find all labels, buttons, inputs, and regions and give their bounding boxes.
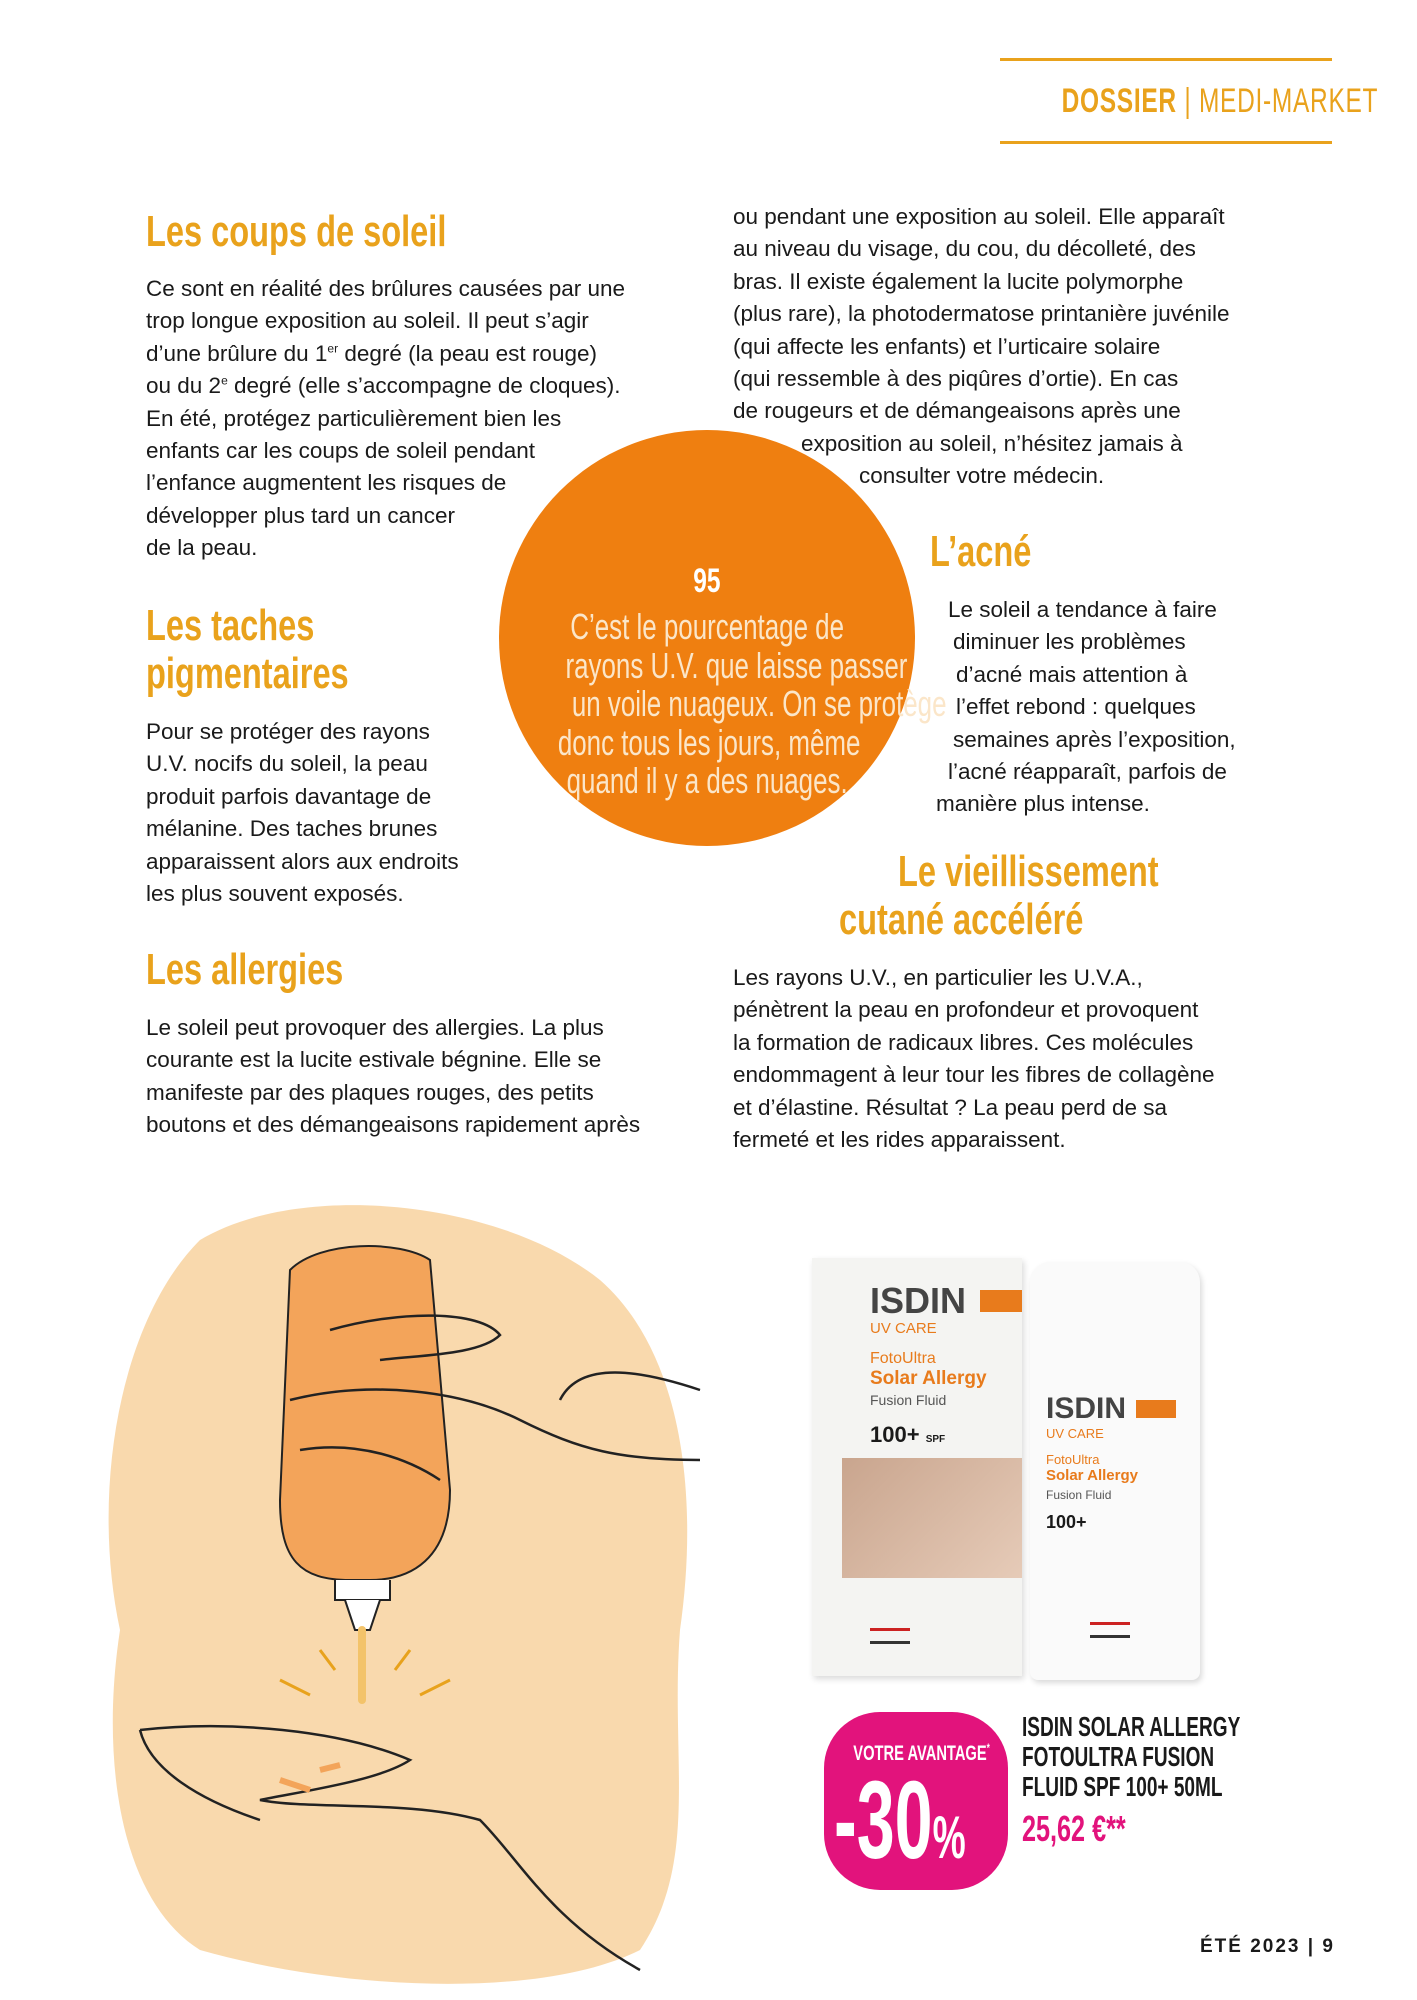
bottle-name: Solar Allergy: [1046, 1467, 1138, 1484]
text-fragment: degré (elle s’accompagne de cloques).: [227, 373, 621, 399]
title-line: FOTOULTRA FUSION: [1022, 1741, 1215, 1772]
bottle-brand: ISDIN: [1046, 1392, 1127, 1425]
paragraph-taches: [146, 716, 459, 910]
text-line: l’acné réapparaît, parfois de: [948, 759, 1227, 785]
text-line: C’est le pourcentage de: [570, 606, 844, 647]
bottle-range: FotoUltra: [1046, 1452, 1100, 1467]
text-line: En été, protégez particulièrement bien les: [146, 405, 562, 431]
title-line: FLUID SPF 100+ 50ML: [1022, 1771, 1223, 1802]
text-line: manière plus intense.: [936, 791, 1150, 817]
paragraph-acne: [936, 594, 1236, 821]
bottle-spf: 100+: [1046, 1512, 1087, 1532]
text-line: l’effet rebond : quelques: [956, 694, 1196, 720]
text-line: semaines après l’exposition,: [953, 726, 1236, 752]
text-line: enfants car les coups de soleil pendant: [146, 438, 536, 464]
text-line: [146, 338, 625, 370]
text-line: Le soleil peut provoquer des allergies. La plus: [146, 1015, 604, 1040]
text-line: U.V. nocifs du soleil, la peau: [146, 751, 428, 777]
page-number: 9: [1322, 1936, 1335, 1957]
paragraph-allergies-continued: [733, 201, 1230, 493]
discount-badge: [824, 1712, 1008, 1890]
header-section: DOSSIER: [1061, 82, 1177, 120]
text-line: trop longue exposition au soleil. Il peut s’agir: [146, 308, 589, 334]
text-line: diminuer les problèmes: [953, 629, 1186, 655]
product-bottle: [1030, 1262, 1200, 1680]
header-rule-top: [1000, 58, 1332, 61]
text-line: Le soleil a tendance à faire: [948, 597, 1217, 622]
heading-vieillissement-2: cutané accéléré: [839, 895, 1084, 944]
box-line: UV CARE: [870, 1320, 937, 1337]
brand-stripe: [1136, 1400, 1176, 1418]
text-line: l’enfance augmentent les risques de: [146, 470, 507, 496]
text-line: courante est la lucite estivale bégnine. Elle se: [146, 1047, 602, 1073]
box-spf: [870, 1422, 945, 1448]
product-price: 25,62 €**: [1022, 1808, 1126, 1849]
stat-caption: [499, 606, 947, 801]
bottle-format: Fusion Fluid: [1046, 1488, 1112, 1502]
page-footer: [1200, 1936, 1335, 1958]
title-line: ISDIN SOLAR ALLERGY: [1022, 1711, 1241, 1742]
discount-value: -30: [834, 1759, 933, 1882]
text-line: manifeste par des plaques rouges, des petits: [146, 1079, 594, 1105]
text-line: apparaissent alors aux endroits: [146, 848, 459, 874]
heading-coups-de-soleil: Les coups de soleil: [146, 207, 447, 256]
badge-footnote-mark: *: [986, 1741, 990, 1755]
text-line: consulter votre médecin.: [859, 463, 1105, 489]
text-fragment: degré (la peau est rouge): [338, 340, 597, 366]
text-line: (qui ressemble à des piqûres d’ortie). En cas: [733, 366, 1179, 392]
header-brand: MEDI-MARKET: [1198, 82, 1379, 120]
text-line: [146, 370, 625, 402]
text-line: la formation de radicaux libres. Ces molécules: [733, 1029, 1194, 1055]
text-line: Pour se protéger des rayons: [146, 719, 430, 744]
badge-discount: [834, 1759, 966, 1890]
stat-number: 95: [693, 562, 721, 600]
text-line: Ce sont en réalité des brûlures causées par une: [146, 276, 626, 301]
bottle-line: UV CARE: [1046, 1426, 1104, 1441]
box-format: Fusion Fluid: [870, 1392, 947, 1408]
brand-stripe: [980, 1290, 1022, 1312]
text-line: endommagent à leur tour les fibres de collagène: [733, 1062, 1215, 1088]
text-line: (plus rare), la photodermatose printanière juvénile: [733, 301, 1230, 327]
header-rule-bottom: [1000, 141, 1332, 144]
badge-label-text: VOTRE AVANTAGE: [853, 1742, 987, 1765]
spf-value: 100+: [870, 1422, 920, 1447]
superscript: er: [327, 341, 339, 356]
text-fragment: d’une brûlure du 1: [146, 340, 328, 366]
text-line: mélanine. Des taches brunes: [146, 816, 438, 842]
bottle-logo-mark: [1090, 1622, 1130, 1638]
text-line: les plus souvent exposés.: [146, 881, 404, 907]
text-line: d’acné mais attention à: [956, 661, 1188, 687]
text-line: ou pendant une exposition au soleil. Elle apparaît: [733, 204, 1225, 229]
box-name: Solar Allergy: [870, 1368, 987, 1389]
text-line: fermeté et les rides apparaissent.: [733, 1127, 1066, 1153]
header-separator: |: [1184, 82, 1192, 120]
text-line: de rougeurs et de démangeaisons après une: [733, 398, 1181, 424]
box-range: FotoUltra: [870, 1350, 936, 1367]
text-line: Les rayons U.V., en particulier les U.V.A.,: [733, 965, 1143, 990]
product-title: [1022, 1712, 1240, 1802]
paragraph-vieillissement: [733, 962, 1215, 1156]
superscript: e: [221, 373, 228, 388]
text-line: de la peau.: [146, 535, 258, 561]
stat-value: [499, 562, 915, 601]
heading-taches-1: Les taches: [146, 601, 315, 650]
heading-acne: L’acné: [930, 527, 1032, 576]
footer-separator: |: [1307, 1936, 1316, 1957]
section-header: [1000, 82, 1379, 121]
text-fragment: ou du 2: [146, 373, 222, 399]
text-line: pénètrent la peau en profondeur et provoquent: [733, 997, 1199, 1023]
paragraph-allergies: [146, 1012, 640, 1142]
text-line: bras. Il existe également la lucite polymorphe: [733, 268, 1184, 294]
skin-photo: [842, 1458, 1022, 1578]
stat-circle: [499, 430, 947, 846]
sunscreen-hands-illustration: [80, 1160, 740, 2000]
heading-allergies: Les allergies: [146, 945, 344, 994]
text-line: rayons U.V. que laisse passer: [565, 644, 908, 686]
heading-taches-2: pigmentaires: [146, 649, 349, 698]
text-line: boutons et des démangeaisons rapidement après: [146, 1112, 641, 1138]
text-line: au niveau du visage, du cou, du décolleté, des: [733, 236, 1196, 262]
product-box: [812, 1258, 1022, 1676]
text-line: (qui affecte les enfants) et l’urticaire solaire: [733, 333, 1161, 359]
text-line: exposition au soleil, n’hésitez jamais à: [801, 430, 1183, 456]
box-logo-mark: [870, 1628, 910, 1644]
text-line: un voile nuageux. On se protège: [571, 683, 947, 724]
text-line: et d’élastine. Résultat ? La peau perd de sa: [733, 1094, 1168, 1120]
heading-vieillissement-1: Le vieillissement: [898, 847, 1159, 896]
text-line: donc tous les jours, même: [557, 721, 861, 763]
discount-percent: %: [932, 1804, 966, 1871]
box-brand: ISDIN: [870, 1280, 967, 1321]
spf-label: SPF: [925, 1434, 946, 1445]
footer-season: ÉTÉ 2023: [1200, 1936, 1301, 1957]
text-line: développer plus tard un cancer: [146, 502, 455, 528]
text-line: produit parfois davantage de: [146, 783, 432, 809]
text-line: quand il y a des nuages.: [566, 760, 848, 801]
